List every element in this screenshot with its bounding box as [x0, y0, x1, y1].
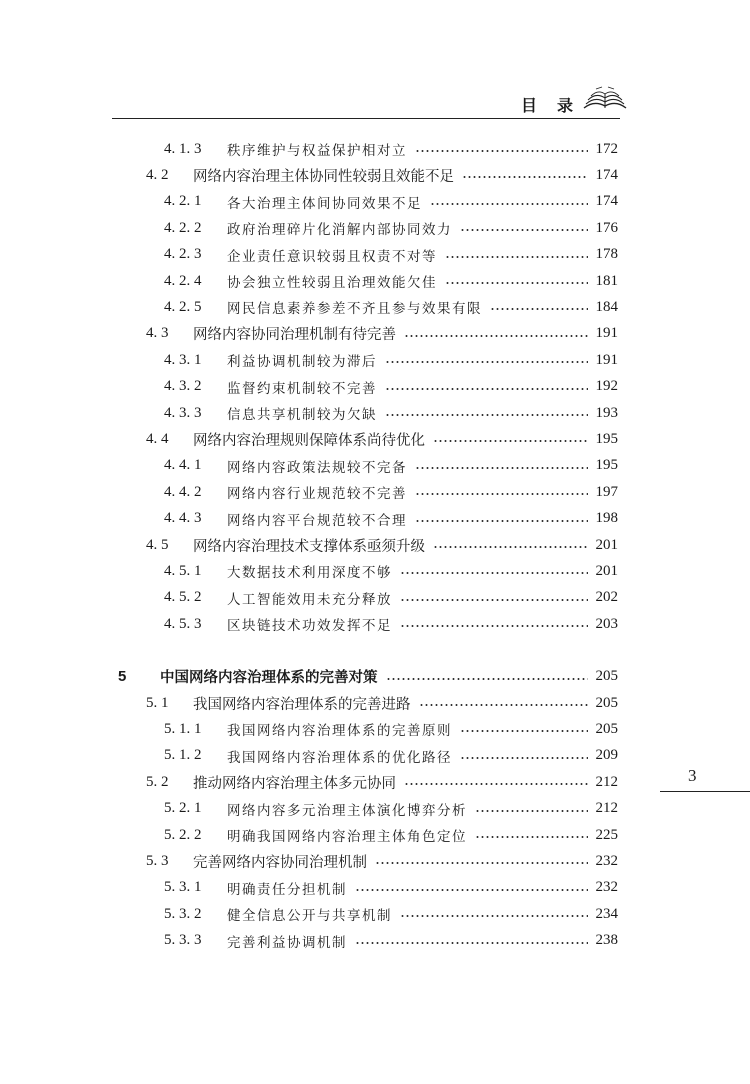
- toc-entry-page: 238: [595, 932, 618, 949]
- toc-entry-title: 明确我国网络内容治理主体角色定位: [227, 829, 467, 845]
- toc-entry-title: 中国网络内容治理体系的完善对策: [160, 670, 378, 687]
- page-number: 3: [688, 766, 697, 785]
- toc-entry-title: 信息共享机制较为欠缺: [227, 407, 377, 423]
- toc-leader-dots: [385, 414, 588, 416]
- toc-entry-title: 网络内容政策法规较不完备: [227, 459, 407, 476]
- toc-entry-number: 4. 5. 2: [164, 589, 202, 606]
- toc-leader-dots: [462, 176, 588, 178]
- toc-entry-page: 202: [595, 589, 618, 606]
- toc-entry-number: 5. 3. 2: [164, 905, 202, 922]
- toc-entry: [0, 453, 750, 479]
- toc-entry-page: 195: [595, 430, 618, 447]
- toc-entry: [0, 664, 750, 690]
- toc-entry-title: 利益协调机制较为滞后: [227, 354, 377, 371]
- toc-entry-page: 197: [595, 483, 618, 500]
- toc-entry: [0, 690, 750, 716]
- toc-entry-title: 我国网络内容治理体系的优化路径: [227, 749, 452, 766]
- toc-entry-number: 4. 5. 1: [164, 562, 202, 579]
- toc-entry-number: 4. 3. 1: [164, 351, 202, 368]
- toc-entry-number: 4. 4: [146, 430, 169, 447]
- toc-entry-number: 4. 3: [146, 325, 169, 342]
- toc-entry-page: 234: [595, 905, 618, 922]
- header-title-left: 目: [521, 96, 538, 115]
- toc-leader-dots: [490, 308, 588, 310]
- toc-entry-number: 5. 2: [146, 773, 169, 790]
- toc-leader-dots: [445, 282, 588, 284]
- toc-entry: [0, 347, 750, 373]
- toc-entry-page: 174: [595, 166, 618, 183]
- toc-leader-dots: [433, 546, 588, 548]
- toc-entry: [0, 189, 750, 215]
- toc-leader-dots: [404, 335, 588, 337]
- toc-entry-number: 5. 1. 2: [164, 747, 202, 764]
- toc-leader-dots: [475, 810, 588, 812]
- toc-entry-title: 我国网络内容治理体系的完善原则: [227, 723, 452, 740]
- toc-entry-number: 4. 2. 3: [164, 246, 202, 263]
- toc-entry-page: 178: [595, 246, 618, 263]
- toc-entry-title: 完善网络内容协同治理机制: [193, 854, 367, 871]
- toc-entry-number: 4. 3. 2: [164, 378, 202, 395]
- toc-entry-title: 各大治理主体间协同效果不足: [227, 195, 422, 212]
- toc-entry-number: 4. 2. 2: [164, 219, 202, 236]
- toc-leader-dots: [460, 757, 588, 759]
- toc-entry: [0, 532, 750, 558]
- toc-entry-number: 4. 3. 3: [164, 404, 202, 421]
- toc-entry-page: 205: [595, 694, 618, 711]
- toc-entry-page: 205: [595, 668, 618, 685]
- toc-entry-number: 4. 4. 3: [164, 510, 202, 527]
- toc-leader-dots: [400, 915, 588, 917]
- toc-entry-page: 181: [595, 272, 618, 289]
- toc-leader-dots: [355, 889, 588, 891]
- toc-entry-title: 网络内容行业规范较不完善: [227, 486, 407, 503]
- toc-entry-page: 201: [595, 562, 618, 579]
- toc-entry-page: 225: [595, 826, 618, 843]
- toc-entry-page: 172: [595, 140, 618, 157]
- toc-entry-title: 人工智能效用未充分释放: [227, 591, 392, 608]
- toc-leader-dots: [460, 229, 588, 231]
- toc-entry: [0, 374, 750, 400]
- toc-entry-number: 5. 3. 1: [164, 879, 202, 896]
- header-title-right: 录: [557, 96, 574, 115]
- toc-leader-dots: [415, 520, 588, 522]
- toc-entry: [0, 321, 750, 347]
- toc-entry-title: 企业责任意识较弱且权责不对等: [227, 248, 437, 265]
- toc-entry-page: 193: [595, 404, 618, 421]
- toc-entry-title: 区块链技术功效发挥不足: [227, 618, 392, 635]
- page-number-rule: [660, 791, 750, 792]
- toc-entry-page: 192: [595, 378, 618, 395]
- toc-leader-dots: [445, 256, 588, 258]
- toc-entry-number: 4. 5. 3: [164, 615, 202, 632]
- toc-entry-number: 4. 4. 1: [164, 457, 202, 474]
- open-book-icon: [582, 86, 628, 112]
- toc-entry-title: 明确责任分担机制: [227, 881, 347, 898]
- toc-entry: [0, 585, 750, 611]
- toc-entry: [0, 426, 750, 452]
- toc-entry-title: 监督约束机制较不完善: [227, 380, 377, 397]
- toc-entry-title: 政府治理碎片化消解内部协同效力: [227, 222, 452, 239]
- toc-entry-number: 5. 2. 2: [164, 826, 202, 843]
- toc-entry: [0, 242, 750, 268]
- toc-entry: [0, 215, 750, 241]
- toc-entry: [0, 479, 750, 505]
- toc-entry: [0, 848, 750, 874]
- toc-entry-number: 5. 3. 3: [164, 932, 202, 949]
- toc-entry: [0, 268, 750, 294]
- toc-entry: [0, 558, 750, 584]
- toc-leader-dots: [404, 783, 588, 785]
- toc-entry-number: 5. 1: [146, 694, 169, 711]
- toc-entry-title: 健全信息公开与共享机制: [227, 908, 392, 925]
- toc-entry: [0, 796, 750, 822]
- toc-entry-title: 推动网络内容治理主体多元协同: [193, 775, 396, 792]
- toc-leader-dots: [385, 361, 588, 363]
- toc-entry-number: 5: [118, 668, 127, 686]
- toc-entry-page: 198: [595, 510, 618, 527]
- toc-entry-page: 191: [595, 351, 618, 368]
- toc-entry: [0, 743, 750, 769]
- toc-leader-dots: [355, 942, 588, 944]
- toc-entry-page: 205: [595, 720, 618, 737]
- toc-entry-title: 完善利益协调机制: [227, 934, 347, 951]
- toc-entry-number: 4. 2. 4: [164, 272, 202, 289]
- toc-entry: [0, 822, 750, 848]
- toc-entry-title: 网络内容治理规则保障体系尚待优化: [193, 432, 425, 449]
- header-rule: [112, 118, 620, 119]
- toc-leader-dots: [385, 388, 588, 390]
- toc-leader-dots: [460, 730, 588, 732]
- toc-entry: [0, 162, 750, 188]
- toc-entry-page: 212: [595, 773, 618, 790]
- toc-entry-title: 协会独立性较弱且治理效能欠佳: [227, 275, 437, 291]
- toc-entry-title: 网络内容治理主体协同性较弱且效能不足: [193, 168, 454, 185]
- toc-entry: [0, 901, 750, 927]
- toc-entry-title: 我国网络内容治理体系的完善进路: [193, 696, 411, 713]
- toc-entry-page: 174: [595, 193, 618, 210]
- toc-entry-number: 4. 2. 5: [164, 298, 202, 315]
- toc-entry: [0, 400, 750, 426]
- toc-entry: [0, 294, 750, 320]
- toc-entry-title: 网络内容治理技术支撑体系亟须升级: [193, 538, 425, 555]
- toc-entry-page: 184: [595, 298, 618, 315]
- toc-leader-dots: [433, 440, 588, 442]
- toc-entry: [0, 506, 750, 532]
- running-header-title: [521, 93, 573, 116]
- toc-entry-number: 4. 2. 1: [164, 193, 202, 210]
- toc-leader-dots: [400, 625, 588, 627]
- toc-leader-dots: [415, 493, 588, 495]
- toc-entry-number: 5. 1. 1: [164, 720, 202, 737]
- toc-leader-dots: [415, 150, 588, 152]
- toc-entry-title: 大数据技术利用深度不够: [227, 565, 392, 582]
- toc-entry: [0, 136, 750, 162]
- toc-leader-dots: [475, 836, 588, 838]
- toc-entry-title: 秩序维护与权益保护相对立: [227, 143, 407, 159]
- toc-entry-page: 191: [595, 325, 618, 342]
- toc-entry-page: 232: [595, 879, 618, 896]
- toc-entry-title: 网络内容协同治理机制有待完善: [193, 327, 396, 344]
- toc-leader-dots: [386, 678, 588, 680]
- toc-leader-dots: [419, 704, 588, 706]
- toc-leader-dots: [415, 467, 588, 469]
- toc-entry-page: 201: [595, 536, 618, 553]
- toc-entry-number: 4. 1. 3: [164, 140, 202, 157]
- toc-entry-number: 4. 5: [146, 536, 169, 553]
- toc-entry-page: 212: [595, 800, 618, 817]
- toc-leader-dots: [400, 572, 588, 574]
- toc-entry-number: 5. 2. 1: [164, 800, 202, 817]
- toc-entry-page: 195: [595, 457, 618, 474]
- toc-entry-number: 4. 2: [146, 166, 169, 183]
- toc-leader-dots: [400, 599, 588, 601]
- toc-entry-page: 203: [595, 615, 618, 632]
- toc-entry-page: 232: [595, 852, 618, 869]
- toc-leader-dots: [375, 862, 588, 864]
- toc-entry: [0, 716, 750, 742]
- toc-entry: [0, 928, 750, 954]
- toc-leader-dots: [430, 203, 588, 205]
- toc-entry-title: 网络内容平台规范较不合理: [227, 512, 407, 529]
- toc-entry-page: 176: [595, 219, 618, 236]
- toc-entry-page: 209: [595, 747, 618, 764]
- toc-entry: [0, 875, 750, 901]
- toc-entry-number: 4. 4. 2: [164, 483, 202, 500]
- toc-entry-number: 5. 3: [146, 852, 169, 869]
- toc-entry-title: 网络内容多元治理主体演化博弈分析: [227, 802, 467, 819]
- toc-entry: [0, 769, 750, 795]
- toc-entry-title: 网民信息素养参差不齐且参与效果有限: [227, 301, 482, 318]
- toc-entry: [0, 611, 750, 637]
